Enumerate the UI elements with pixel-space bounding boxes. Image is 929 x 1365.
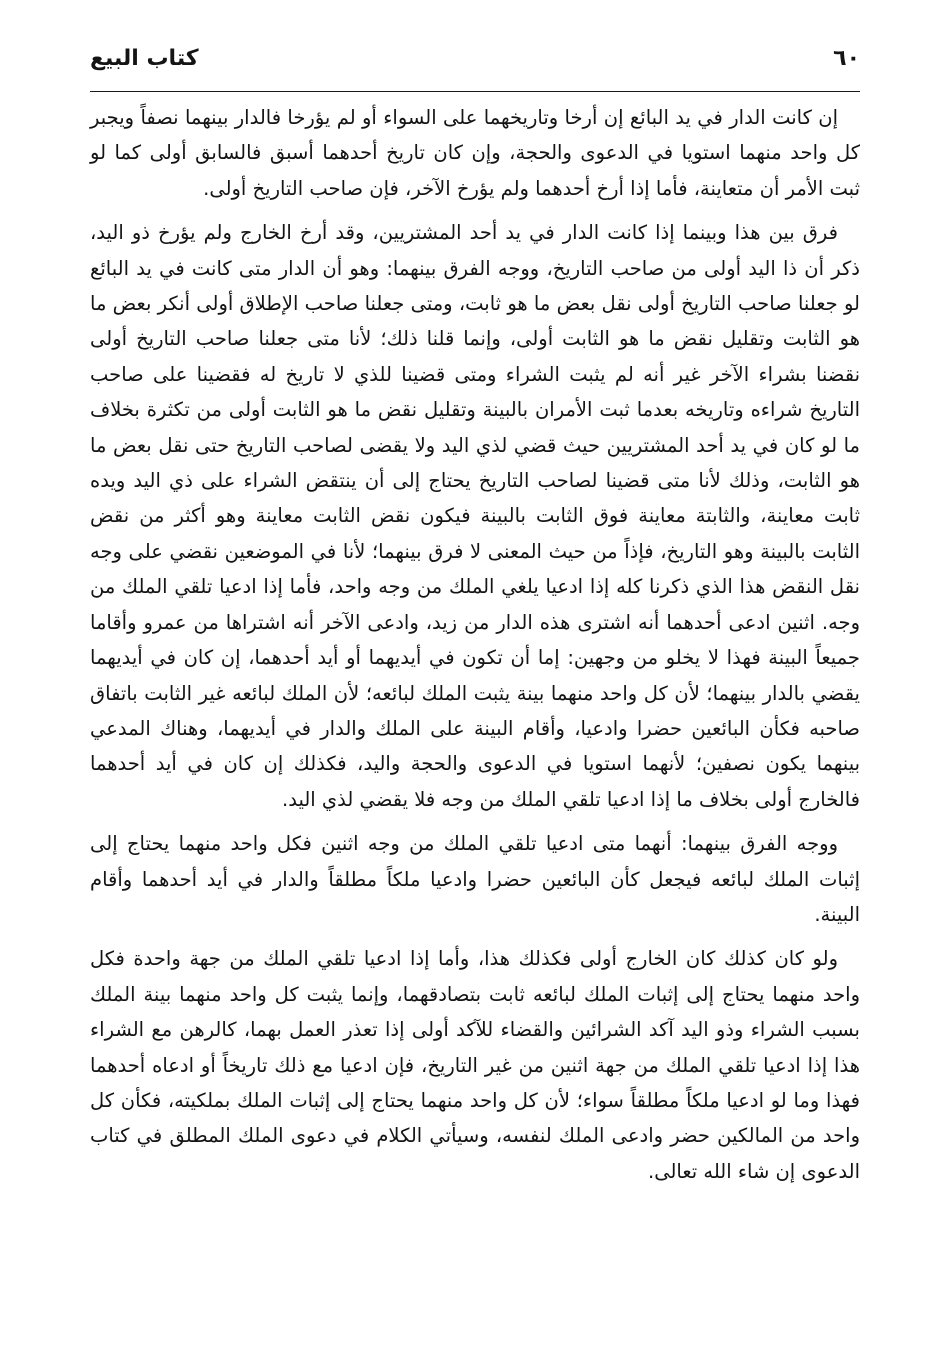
page-header (90, 44, 860, 88)
body-text (90, 100, 860, 1189)
running-title: كتاب البيع (90, 46, 199, 71)
paragraph-2: فرق بين هذا وبينما إذا كانت الدار في يد أحد المشتريين، وقد أرخ الخارج ولم يؤرخ ذو اليد، ذكر أن ذا اليد أولى من صاحب التاريخ، ووجه الفرق بينهما: وهو أن الدار متى كانت في يد البائع لو جعلنا صاحب التاريخ أولى نقل بعض ما هو ثابت، ومتى جعلنا صاحب الإطلاق أولى أنكر بعض ما هو الثابت وتقليل نقض ما هو الثابت أولى، وإنما قلنا ذلك؛ لأنا متى جعلنا صاحب التاريخ أولى نقضنا بشراء الآخر غير أنه لم يثبت الشراء ومتى قضينا للذي لا تاريخ له فقضينا على صاحب التاريخ شراءه وتاريخه بعدما ثبت الأمران بالبينة وتقليل نقض ما هو الثابت أولى من تكثرة بخلاف ما لو كان في يد أحد المشتريين حيث قضي لذي اليد ولا يقضى لصاحب التاريخ حتى نقل بعض ما هو الثابت، وذلك لأنا متى قضينا لصاحب التاريخ يحتاج إلى أن ينتقض الشراء على ذي اليد ويده ثابت معاينة، والثابتة معاينة فوق الثابت بالبينة فيكون نقض الثابت معاينة وهو أكثر من نقض الثابت بالبينة وهو التاريخ، فإذاً من حيث المعنى لا فرق بينهما؛ لأنا في الموضعين نقضي على وجه نقل النقض هذا الذي ذكرنا كله إذا ادعيا يلغي الملك من وجه واحد، فأما إذا ادعيا تلقي الملك من وجه. اثنين ادعى أحدهما أنه اشترى هذه الدار من زيد، وادعى الآخر أنه اشتراها من عمرو وأقاما جميعاً البينة فهذا لا يخلو من وجهين: إما أن تكون في أيديهما أو أيد أحدهما، إن كان في أيديهما يقضي بالدار بينهما؛ لأن كل واحد منهما بينة يثبت الملك لبائعه؛ لأن الملك لبائعه غير الثابت باتفاق صاحبه فكأن البائعين حضرا وادعيا، وأقام البينة على الملك والدار في أيديهما، وهناك المدعي بينهما يكون نصفين؛ لأنهما استويا في الدعوى والحجة واليد، فكذلك إن كان في أيد أحدهما فالخارج أولى بخلاف ما إذا ادعيا تلقي الملك من وجه فلا يقضي لذي اليد. (90, 221, 860, 811)
paragraph-3: ووجه الفرق بينهما: أنهما متى ادعيا تلقي الملك من وجه اثنين فكل واحد منهما يحتاج إلى إثبات الملك لبائعه فيجعل كأن البائعين حضرا وادعيا ملكاً مطلقاً والدار في أيد أحدهما وأقام البينة. (90, 832, 860, 926)
paragraph-4: ولو كان كذلك كان الخارج أولى فكذلك هذا، وأما إذا ادعيا تلقي الملك من جهة واحدة فكل واحد منهما يحتاج إلى إثبات الملك لبائعه ثابت بتصادقهما، وإنما يثبت كل واحد منهما بينة الملك بسبب الشراء وذو اليد آكد الشرائين والقضاء للآكد أولى إذا تعذر العمل بهما، كالرهن مع الشراء هذا إذا ادعيا تلقي الملك من جهة اثنين من غير التاريخ، فإن ادعيا مع ذلك تاريخاً أو ادعاه أحدهما فهذا وما لو ادعيا ملكاً مطلقاً سواء؛ لأن كل واحد منهما يحتاج إلى إثبات الملك بملكيته، فكأن كل واحد من المالكين حضر وادعى الملك لنفسه، وسيأتي الكلام في دعوى الملك المطلق في كتاب الدعوى إن شاء الله تعالى. (90, 947, 860, 1183)
paragraph-1: إن كانت الدار في يد البائع إن أرخا وتاريخهما على السواء أو لم يؤرخا فالدار بينهما نصفاً ويجبر كل واحد منهما استويا في الدعوى والحجة، وإن كان تاريخ أحدهما أسبق فالسابق أولى كما لو ثبت الأمر أن متعاينة، فأما إذا أرخ أحدهما ولم يؤرخ الآخر، فإن صاحب التاريخ أولى. (90, 106, 860, 200)
header-rule (90, 91, 860, 92)
page-number: ٦٠ (833, 46, 860, 71)
